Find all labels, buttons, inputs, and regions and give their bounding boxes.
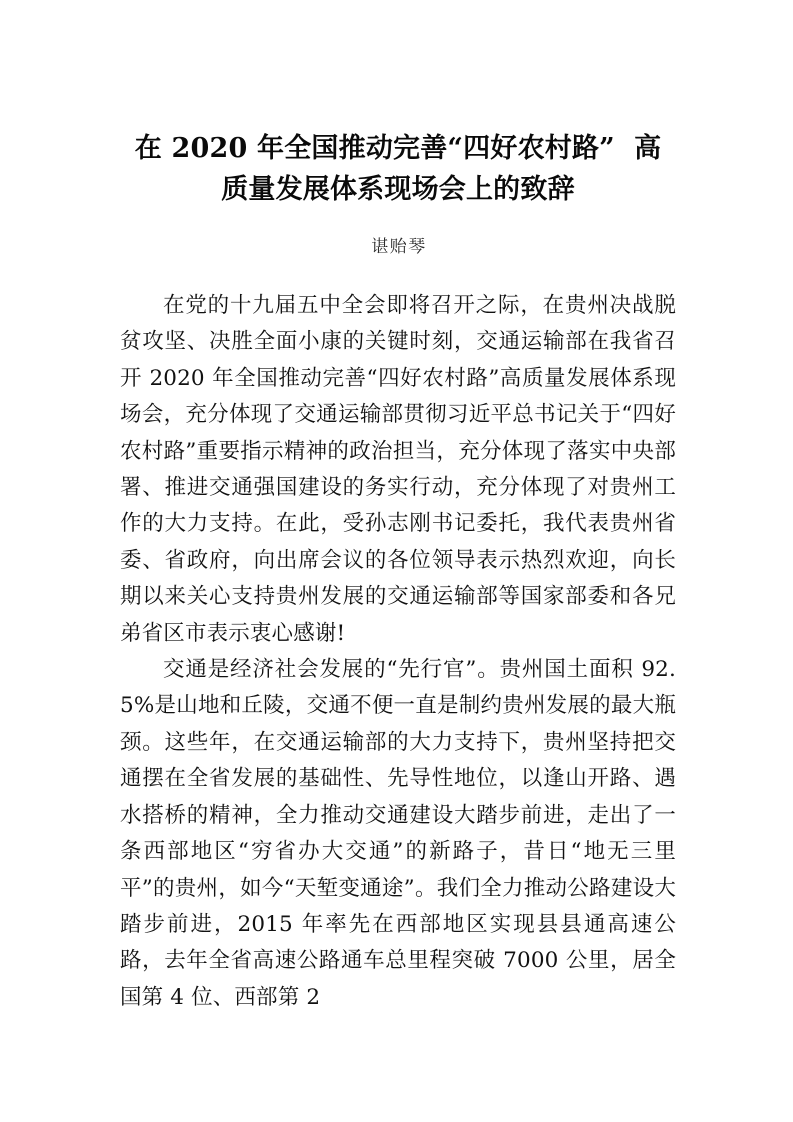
page-content [120, 0, 676, 1016]
page-title [120, 0, 676, 210]
body-paragraph: 交通是经济社会发展的“先行官”。贵州国土面积 92.5%是山地和丘陵，交通不便一直是制约贵州发展的最大瓶颈。这些年，在交通运输部的大力支持下，贵州坚持把交通摆在全省发展的基础性、先导性地位，以逢山开路、遇水搭桥的精神，全力推动交通建设大踏步前进，走出了一条西部地区“穷省办大交通”的新路子，昔日“地无三里平”的贵州，如今“天堑变通途”。我们全力推动公路建设大踏步前进，2015 年率先在西部地区实现县县通高速公路，去年全省高速公路通车总里程突破 7000 公里，居全国第 4 位、西部第 2 [120, 657, 676, 1010]
title-line-2: 质量发展体系现场会上的致辞 [221, 174, 575, 205]
title-line-1: 在 2020 年全国推动完善“四好农村路” 高 [134, 133, 662, 164]
body-paragraph: 在党的十九届五中全会即将召开之际，在贵州决战脱贫攻坚、决胜全面小康的关键时刻，交通运输部在我省召开 2020 年全国推动完善“四好农村路”高质量发展体系现场会，充分体现了交通运输部贯彻习近平总书记关于“四好农村路”重要指示精神的政治担当，充分体现了落实中央部署、推进交通强国建设的务实行动，充分体现了对贵州工作的大力支持。在此，受孙志刚书记委托，我代表贵州省委、省政府，向出席会议的各位领导表示热烈欢迎，向长期以来关心支持贵州发展的交通运输部等国家部委和各兄弟省区市表示衷心感谢! [120, 293, 676, 646]
document-body [120, 262, 676, 1016]
author-byline: 谌贻琴 [371, 237, 427, 257]
